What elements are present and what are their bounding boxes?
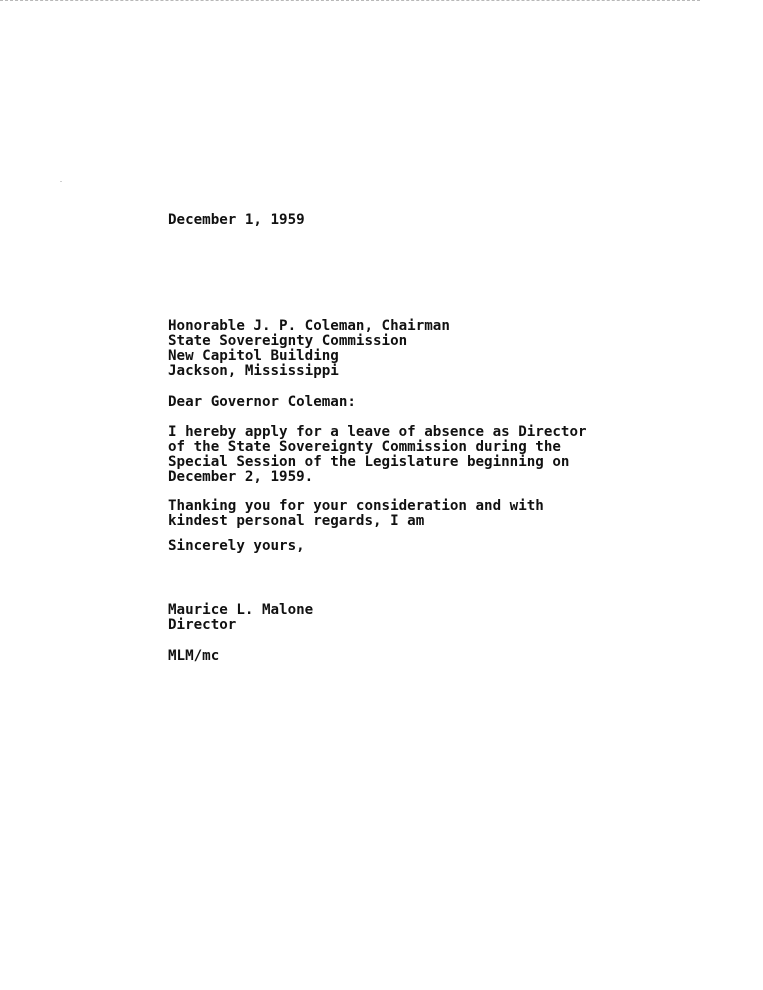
letter-body — [168, 212, 638, 664]
salutation: Dear Governor Coleman: — [168, 394, 356, 410]
signature-block — [168, 603, 313, 633]
paragraph1-line-4: December 2, 1959. — [168, 469, 314, 485]
paragraph-leave-request — [168, 425, 587, 485]
paragraph1-line-3: Special Session of the Legislature beginning on — [168, 454, 570, 470]
signer-title: Director — [168, 617, 237, 633]
address-line-1: Honorable J. P. Coleman, Chairman — [168, 318, 450, 334]
top-dashed-border — [0, 0, 700, 1]
paragraph-thanks — [168, 499, 544, 529]
reference-initials: MLM/mc — [168, 648, 220, 664]
address-line-4: Jackson, Mississippi — [168, 363, 339, 379]
address-line-3: New Capitol Building — [168, 348, 339, 364]
signer-name: Maurice L. Malone — [168, 602, 314, 618]
address-line-2: State Sovereignty Commission — [168, 333, 408, 349]
paragraph2-line-2: kindest personal regards, I am — [168, 513, 425, 529]
complimentary-closing: Sincerely yours, — [168, 538, 305, 554]
scan-speck — [60, 181, 62, 182]
recipient-address — [168, 319, 450, 379]
letter-date: December 1, 1959 — [168, 212, 305, 228]
paragraph1-line-1: I hereby apply for a leave of absence as Director — [168, 424, 587, 440]
paragraph2-line-1: Thanking you for your consideration and with — [168, 498, 544, 514]
paragraph1-line-2: of the State Sovereignty Commission during the — [168, 439, 561, 455]
